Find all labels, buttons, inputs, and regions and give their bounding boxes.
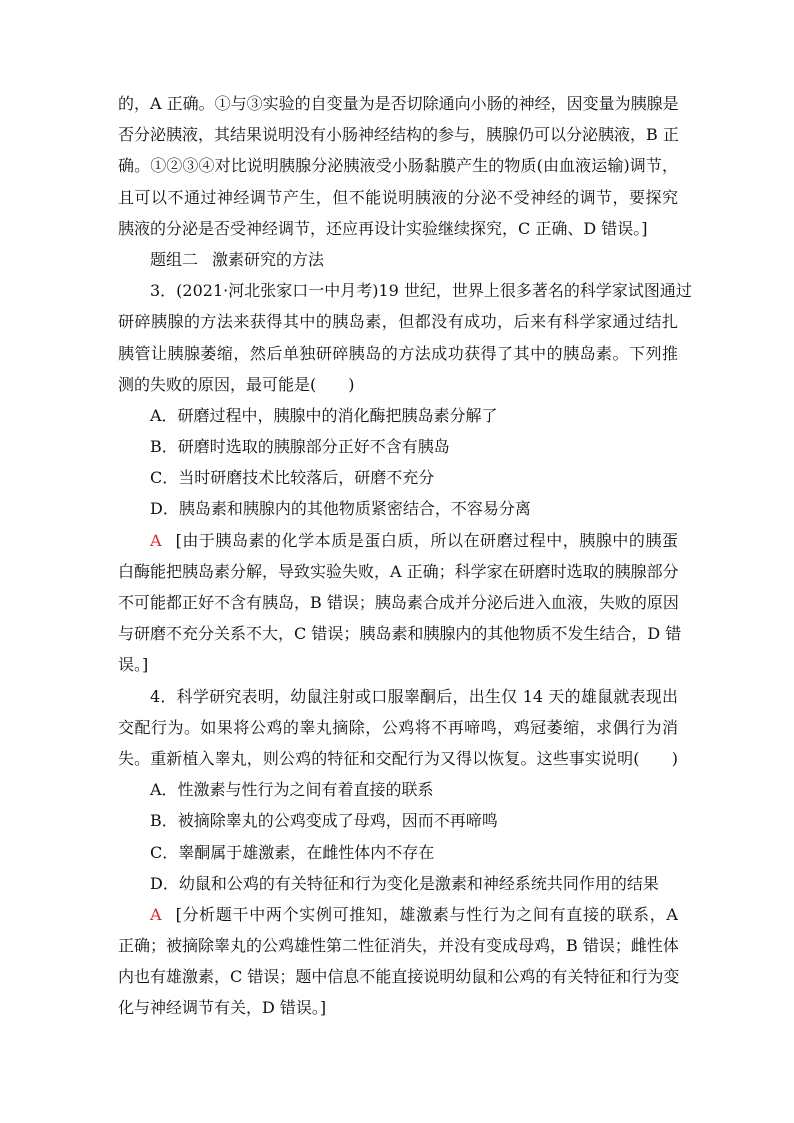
section-label: 题组二: [150, 249, 199, 269]
question-4-stem-line: 交配行为。如果将公鸡的睾丸摘除，公鸡将不再啼鸣，鸡冠萎缩，求偶行为消: [118, 717, 678, 737]
question-3-option-a: A．研磨过程中，胰腺中的消化酶把胰岛素分解了: [150, 405, 498, 425]
question-3-option-b: B．研磨时选取的胰腺部分正好不含有胰岛: [150, 437, 450, 457]
question-3-answer-line: [118, 525, 678, 556]
question-4-explanation-line: 化与神经调节有关，D 错误。]: [118, 998, 327, 1018]
question-3-explanation-line: 误。]: [118, 655, 149, 675]
question-4-answer-line: [118, 899, 678, 930]
section-title: 激素研究的方法: [212, 249, 325, 269]
question-4-stem-line: 4．科学研究表明，幼鼠注射或口服睾酮后，出生仅 14 天的雄鼠就表现出: [150, 686, 678, 706]
question-4-stem-line: 失。重新植入睾丸，则公鸡的特征和交配行为又得以恢复。这些事实说明( ): [118, 748, 678, 768]
question-4-option-a: A．性激素与性行为之间有着直接的联系: [150, 780, 434, 800]
question-3-answer: A: [150, 530, 162, 550]
paragraph-line: 胰液的分泌是否受神经调节，还应再设计实验继续探究，C 正确、D 错误。]: [118, 218, 648, 238]
paragraph-line: 确。①②③④对比说明胰腺分泌胰液受小肠黏膜产生的物质(由血液运输)调节，: [118, 156, 678, 176]
question-3-stem-line: 3．(2021·河北张家口一中月考)19 世纪，世界上很多著名的科学家试图通过: [150, 281, 692, 301]
question-4-answer: A: [150, 904, 162, 924]
question-4-option-b: B．被摘除睾丸的公鸡变成了母鸡，因而不再啼鸣: [150, 811, 498, 831]
question-4-explanation-line: 正确；被摘除睾丸的公鸡雄性第二性征消失，并没有变成母鸡，B 错误；雌性体: [118, 936, 679, 956]
paragraph-line: 的，A 正确。①与③实验的自变量为是否切除通向小肠的神经，因变量为胰腺是: [118, 94, 679, 113]
question-4-explanation-line: 内也有雄激素，C 错误；题中信息不能直接说明幼鼠和公鸡的有关特征和行为变: [118, 967, 680, 987]
section-heading: [118, 244, 678, 275]
question-3-explanation-start: [由于胰岛素的化学本质是蛋白质，所以在研磨过程中，胰腺中的胰蛋: [175, 530, 678, 550]
question-3-explanation-line: 不可能都正好不含有胰岛，B 错误；胰岛素合成并分泌后进入血液，失败的原因: [118, 593, 679, 612]
question-4-explanation-start: [分析题干中两个实例可推知，雄激素与性行为之间有直接的联系，A: [175, 904, 678, 924]
question-3-stem-line: 测的失败的原因，最可能是( ): [118, 374, 355, 394]
paragraph-line: 且可以不通过神经调节产生，但不能说明胰液的分泌不受神经的调节，要探究: [118, 187, 678, 207]
question-3-explanation-line: 白酶能把胰岛素分解，导致实验失败，A 正确；科学家在研磨时选取的胰腺部分: [118, 561, 679, 581]
question-4-option-c: C．睾酮属于雄激素，在雌性体内不存在: [150, 842, 435, 862]
question-3-option-c: C．当时研磨技术比较落后，研磨不充分: [150, 468, 435, 488]
question-3-stem-line: 胰管让胰腺萎缩，然后单独研碎胰岛的方法成功获得了其中的胰岛素。下列推: [118, 343, 678, 363]
paragraph-line: 否分泌胰液，其结果说明没有小肠神经结构的参与，胰腺仍可以分泌胰液，B 正: [118, 125, 679, 145]
document-page: [118, 88, 692, 1024]
question-3-option-d: D．胰岛素和胰腺内的其他物质紧密结合，不容易分离: [150, 499, 531, 519]
question-3-stem-line: 研碎胰腺的方法来获得其中的胰岛素，但都没有成功，后来有科学家通过结扎: [118, 312, 678, 332]
question-3-explanation-line: 与研磨不充分关系不大，C 错误；胰岛素和胰腺内的其他物质不发生结合，D 错: [118, 624, 682, 644]
question-4-option-d: D．幼鼠和公鸡的有关特征和行为变化是激素和神经系统共同作用的结果: [150, 873, 659, 893]
